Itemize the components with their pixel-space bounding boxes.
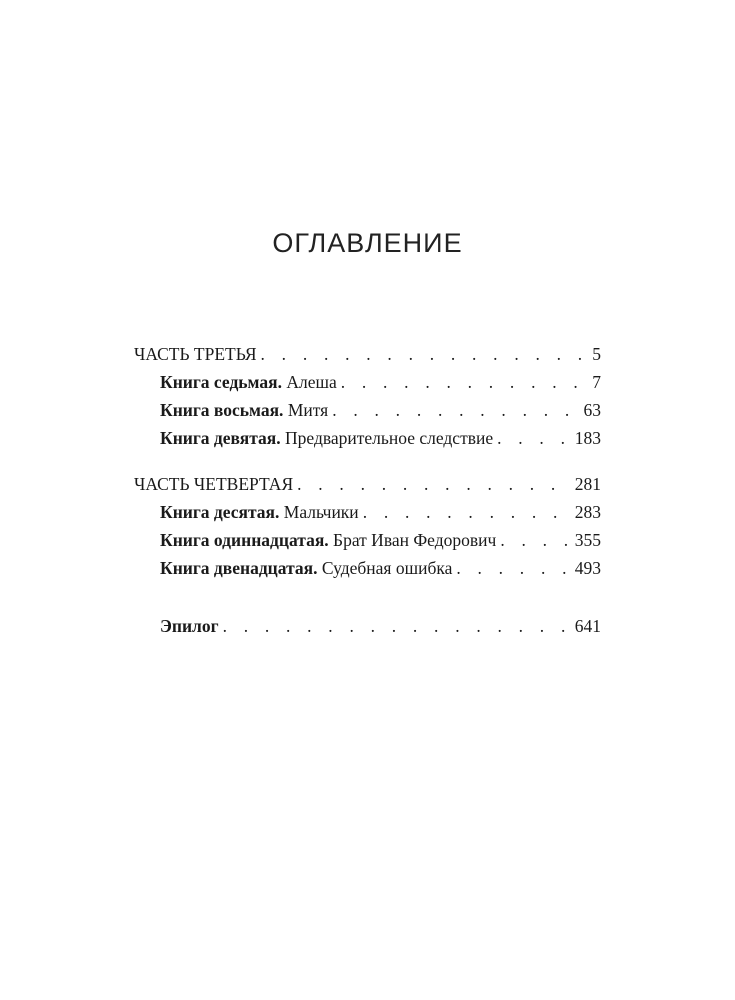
dot-leader	[359, 498, 573, 526]
toc-book-seven[interactable]	[134, 368, 601, 396]
toc-book-twelve[interactable]	[134, 554, 601, 582]
toc-page-number: 63	[583, 400, 601, 420]
toc-page-number: 281	[574, 474, 601, 494]
book-subtitle: Митя	[287, 400, 329, 420]
toc-page-number: 183	[574, 428, 601, 448]
toc-epilogue[interactable]	[134, 612, 601, 640]
toc-book-eleven[interactable]	[134, 526, 601, 554]
book-name: Книга двенадцатая.	[160, 558, 318, 578]
toc-entry-label: ЧАСТЬ ТРЕТЬЯ	[134, 344, 257, 364]
book-subtitle: Брат Иван Федорович	[333, 530, 497, 550]
dot-leader	[496, 526, 572, 554]
toc-book-eight[interactable]	[134, 396, 601, 424]
toc-page-number: 5	[592, 344, 601, 364]
dot-leader	[328, 396, 581, 424]
toc-page-number: 283	[574, 502, 601, 522]
dot-leader	[257, 340, 591, 368]
dot-leader	[452, 554, 572, 582]
section-spacer	[134, 452, 601, 470]
dot-leader	[337, 368, 591, 396]
book-subtitle: Судебная ошибка	[321, 558, 453, 578]
section-spacer	[134, 582, 601, 612]
dot-leader	[493, 424, 573, 452]
table-of-contents	[134, 340, 601, 640]
book-subtitle: Предварительное следствие	[285, 428, 494, 448]
toc-book-nine[interactable]	[134, 424, 601, 452]
toc-page-number: 355	[574, 530, 601, 550]
toc-page-number: 493	[574, 558, 601, 578]
book-name: Книга девятая.	[160, 428, 281, 448]
book-name: Книга седьмая.	[160, 372, 282, 392]
book-subtitle: Алеша	[286, 372, 337, 392]
toc-part-three[interactable]	[134, 340, 601, 368]
book-name: Книга десятая.	[160, 502, 280, 522]
toc-part-four[interactable]	[134, 470, 601, 498]
book-name: Книга одиннадцатая.	[160, 530, 329, 550]
toc-page-number: 7	[592, 372, 601, 392]
dot-leader	[293, 470, 573, 498]
dot-leader	[219, 612, 573, 640]
toc-page-number: 641	[574, 616, 601, 636]
toc-book-ten[interactable]	[134, 498, 601, 526]
book-subtitle: Мальчики	[283, 502, 359, 522]
toc-entry-label: ЧАСТЬ ЧЕТВЕРТАЯ	[134, 474, 294, 494]
book-name: Книга восьмая.	[160, 400, 284, 420]
page-title: ОГЛАВЛЕНИЕ	[272, 228, 463, 258]
epilogue-label: Эпилог	[160, 616, 219, 636]
